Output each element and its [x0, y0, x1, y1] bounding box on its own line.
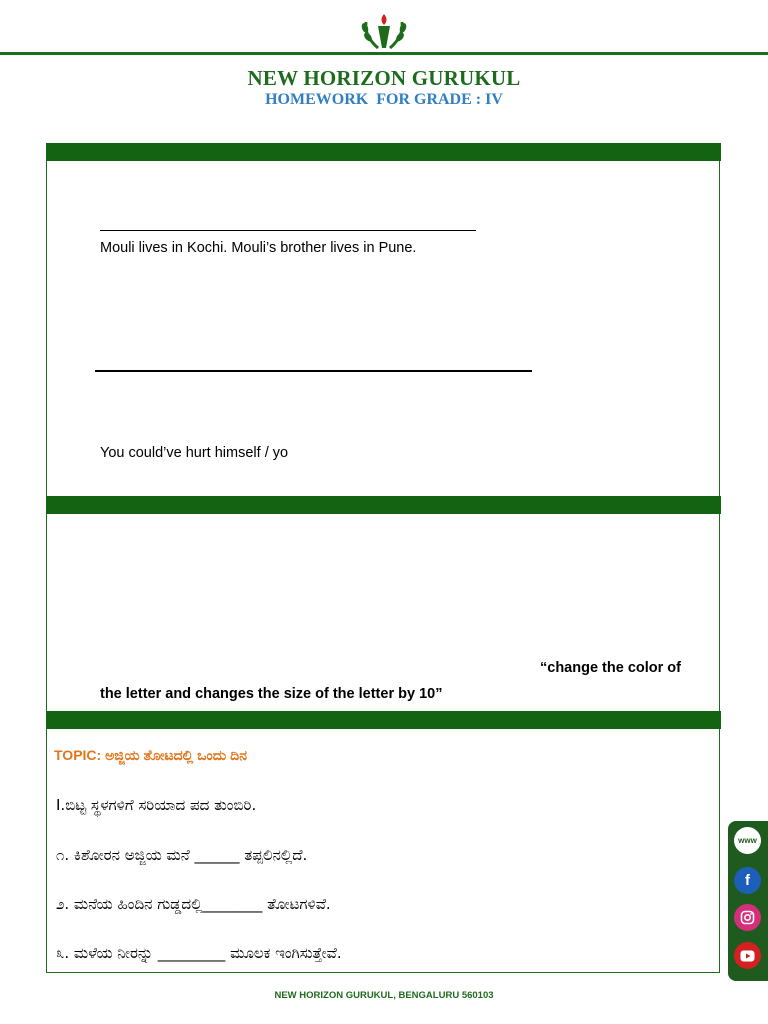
school-name: NEW HORIZON GURUKUL [247, 66, 521, 90]
sentence-2: You could’ve hurt himself / yo [100, 445, 289, 461]
question-1: ೧. ಕಿಶೋರನ ಅಜ್ಜಿಯ ಮನೆ ______ ತಪ್ಪಲಿನಲ್ಲಿದೆ. [56, 846, 308, 864]
instagram-icon[interactable] [734, 904, 761, 931]
section-band-3 [46, 711, 721, 729]
facebook-icon[interactable] [734, 867, 761, 894]
page-footer: NEW HORIZON GURUKUL, BENGALURU 560103 [274, 990, 494, 1001]
answer-line-1 [100, 230, 476, 231]
quote-start: “change the color of [540, 660, 681, 676]
youtube-glyph [740, 950, 755, 962]
section-band-2 [46, 496, 721, 514]
quote-end: the letter and changes the size of the letter by 10” [100, 686, 443, 702]
website-label: www [738, 836, 757, 845]
answer-line-2 [95, 370, 532, 372]
school-logo-icon [358, 12, 410, 52]
website-icon[interactable] [734, 827, 761, 854]
instagram-glyph [740, 910, 755, 925]
question-3: ೩. ಮಳೆಯ ನೀರನ್ನು _________ ಮೂಲಕ ಇಂಗಿಸುತ್ತೇವೆ. [56, 944, 342, 962]
instruction-text: I.ಬಿಟ್ಟ ಸ್ಥಳಗಳಿಗೆ ಸರಿಯಾದ ಪದ ತುಂಬಿರಿ. [56, 796, 257, 814]
homework-title: HOMEWORK FOR GRADE : IV [265, 91, 503, 108]
social-sidebar [728, 821, 768, 981]
youtube-icon[interactable] [734, 942, 761, 969]
sentence-1: Mouli lives in Kochi. Mouli’s brother lives in Pune. [100, 240, 417, 256]
topic-heading: TOPIC: ಅಜ್ಜಿಯ ತೋಟದಲ್ಲಿ ಒಂದು ದಿನ [54, 747, 247, 763]
question-2: ೨. ಮನೆಯ ಹಿಂದಿನ ಗುಡ್ಡದಲ್ಲಿ________ ತೋಟಗಳಿವೆ. [56, 895, 331, 913]
facebook-glyph: f [745, 872, 750, 889]
header-divider [0, 52, 768, 55]
section-band-1 [46, 143, 721, 161]
